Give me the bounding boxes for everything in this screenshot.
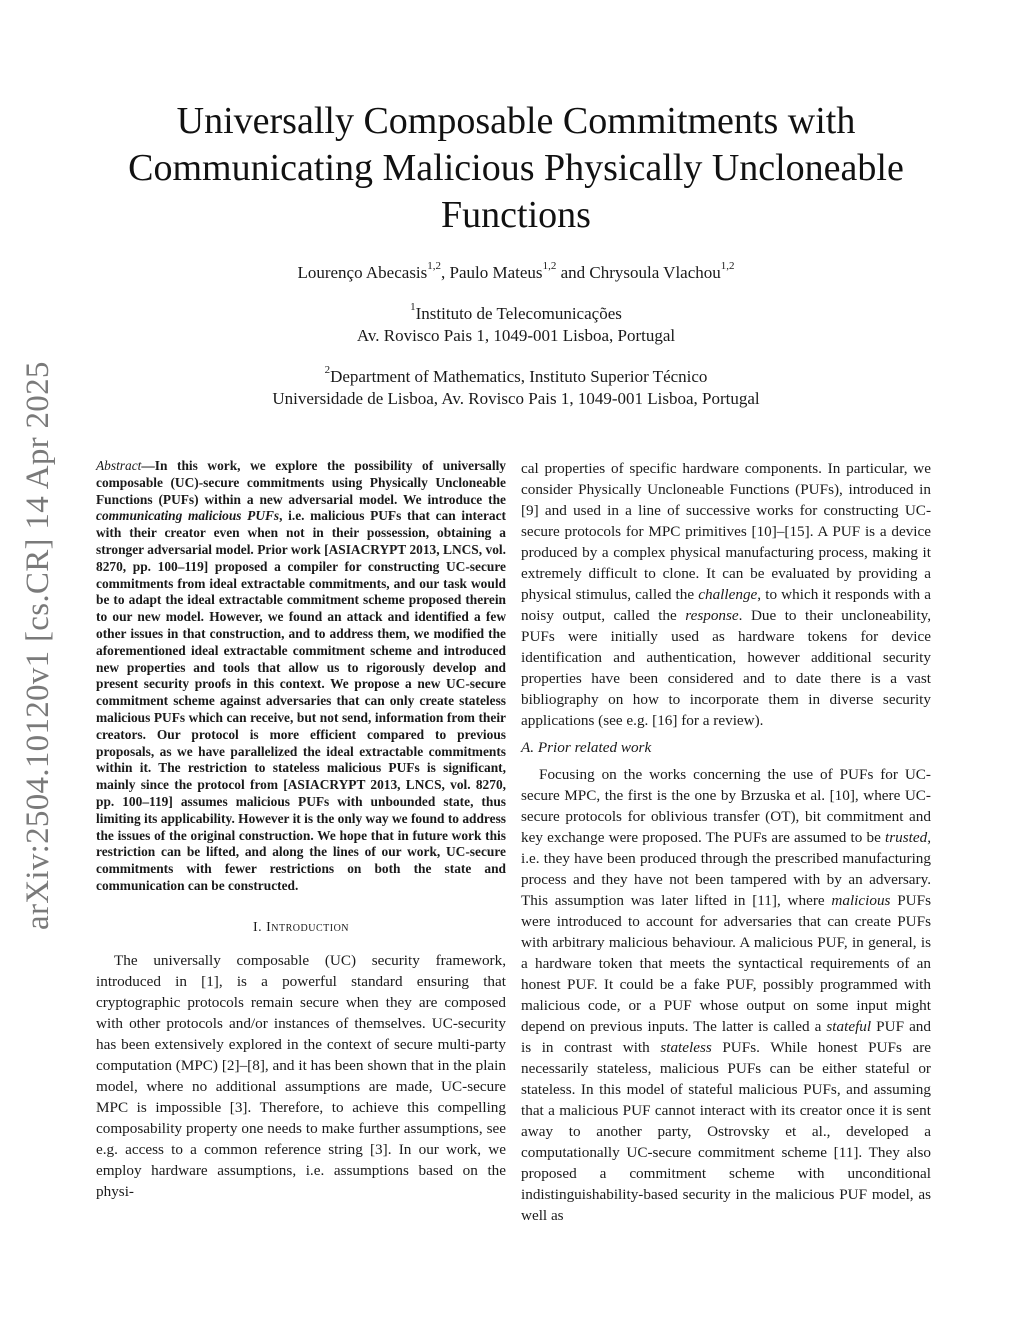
abstract-emphasis: communicating malicious PUFs — [96, 508, 280, 524]
arxiv-identifier: arXiv:2504.10120v1 [cs.CR] 14 Apr 2025 — [20, 361, 56, 930]
author-list — [60, 262, 972, 284]
affiliation-name: Department of Mathematics, Instituto Superior Técnico — [330, 367, 708, 386]
affiliation-address: Universidade de Lisboa, Av. Rovisco Pais 1, 1049-001 Lisboa, Portugal — [272, 389, 760, 408]
body-paragraph — [521, 764, 931, 1226]
body-emphasis: trusted — [885, 829, 928, 846]
body-emphasis: challenge — [698, 586, 758, 603]
body-text: Focusing on the works concerning the use of PUFs for UC-secure MPC, the first is the one by Brzuska et al. [10], where UC-secure protocols for oblivious transfer (OT), bit commitment and key exchange were proposed. The PUFs are assumed to be — [521, 766, 931, 846]
body-emphasis: stateful — [826, 1018, 872, 1035]
author-name: Chrysoula Vlachou — [589, 263, 721, 282]
author-name: Paulo Mateus — [449, 263, 543, 282]
abstract-text: , i.e. malicious PUFs that can interact with their creator even when not in their possession, obtaining a stronger adversarial model. Prior work [ASIACRYPT 2013, LNCS, vol. 8270, pp. 100–119] proposed a compiler for constructing UC-secure commitments from ideal extractable commitments, and our task would be to adapt the ideal extractable commitment scheme proposed therein to our new model. However, we found an attack and identified a few other issues in that construction, and to address them, we modified the aforementioned ideal extractable commitment scheme and introduced new properties and tools that allow us to rigorously develop and present security proofs in this context. We propose a new UC-secure commitment scheme against adversaries that can only create stateless malicious PUFs which can receive, but not send, information from their creators. Our protocol is more efficient compared to previous proposals, as we have parallelized the ideal extractable commitments within it. The restriction to stateless malicious PUFs is significant, mainly since the protocol from [ASIACRYPT 2013, LNCS, vol. 8270, pp. 100–119] assumes malicious PUFs with unbounded state, thus limiting its applicability. However it is the only way we found to address the issues of the original construction. We hope that in future work this restriction can be lifted, and along the lines of our work, UC-secure commitments with fewer restrictions on both the state and communication can be constructed. — [96, 508, 506, 893]
body-emphasis: response — [685, 607, 739, 624]
affiliation-mark: 1 — [410, 301, 416, 314]
body-text: cal properties of specific hardware components. In particular, we consider Physically Uncloneable Functions (PUFs), introduced in [9] and used in a line of successive works for constructing UC-secure protocols for MPC primitives [10]–[15]. A PUF is a device produced by a complex physical manufacturing process, making it extremely difficult to clone. It can be evaluated by providing a physical stimulus, called the — [521, 460, 931, 603]
section-title: Introduction — [266, 919, 350, 935]
affiliation-address: Av. Rovisco Pais 1, 1049-001 Lisboa, Portugal — [356, 326, 676, 345]
section-number: I. — [252, 919, 263, 935]
subsection-heading: A. Prior related work — [521, 739, 652, 756]
author-affiliation-mark: 1,2 — [542, 260, 557, 273]
affiliation-2 — [60, 366, 972, 410]
abstract — [96, 458, 506, 895]
affiliation-mark: 2 — [324, 364, 331, 377]
abstract-label: Abstract — [96, 458, 142, 473]
body-text: . Due to their uncloneability, PUFs were initially used as hardware tokens for device identification and authentication, however additional security properties have been considered and to date there is a vast bibliography on how to incorporate them in diverse security applications (see e.g. [16] for a review). — [521, 607, 931, 729]
body-paragraph — [521, 458, 931, 731]
body-paragraph: The universally composable (UC) security framework, introduced in [1], is a powerful standard ensuring that cryptographic protocols remain secure when they are composed with other protocols and/or instances of themselves. UC-security has been extensively explored in the context of secure multi-party computation (MPC) [2]–[8], and it has been shown that in the plain model, where no additional assumptions are made, UC-secure MPC is impossible [3]. Therefore, to achieve this compelling composability property one needs to make further assumptions, see e.g. access to a common reference string [3]. In our work, we employ hardware assumptions, i.e. assumptions based on the physi- — [96, 951, 506, 1200]
body-text: , i.e. they have been produced through the prescribed manufacturing process and they have not been tampered with by an adversary. This assumption was later lifted in [11], where — [521, 829, 931, 909]
paper-title: Universally Composable Commitments with Communicating Malicious Physically Uncloneable Functions — [128, 100, 904, 236]
author-separator: and — [556, 263, 590, 282]
body-text: , to which it responds with a noisy output, called the — [521, 586, 932, 624]
body-text: PUFs. While honest PUFs are necessarily stateless, malicious PUFs can be either stateful or stateless. In this model of stateful malicious PUFs, and assuming that a malicious PUF cannot interact with its creator once it is sent away to another party, Ostrovsky et al., developed a computationally UC-secure commitment scheme [11]. They also proposed a commitment scheme with unconditional indistinguishability-based security in the malicious PUF model, as well as — [521, 1039, 931, 1224]
affiliation-name: Instituto de Telecomunicações — [415, 304, 622, 323]
left-column — [96, 458, 506, 1202]
affiliation-1 — [60, 303, 972, 347]
abstract-text: —In this work, we explore the possibility of universally composable (UC)-secure commitments using Physically Uncloneable Functions (PUFs) within a new adversarial model. We introduce the — [96, 458, 506, 507]
body-emphasis: malicious — [831, 892, 891, 909]
body-text: PUFs were introduced to account for adversaries that can create PUFs with arbitrary malicious behaviour. A malicious PUF, in general, is a hardware token that meets the syntactical requirements of an honest PUF. It could be a fake PUF, possibly programmed with malicious code, or a PUF whose output on some input might depend on previous inputs. The latter is called a — [521, 892, 931, 1035]
body-emphasis: stateless — [660, 1039, 712, 1056]
author-separator: , — [441, 263, 450, 282]
section-heading — [96, 917, 506, 938]
author-name: Lourenço Abecasis — [297, 263, 428, 282]
author-affiliation-mark: 1,2 — [427, 260, 442, 273]
author-affiliation-mark: 1,2 — [720, 260, 735, 273]
right-column — [521, 458, 931, 1226]
body-text: PUF and is in contrast with — [521, 1018, 931, 1056]
